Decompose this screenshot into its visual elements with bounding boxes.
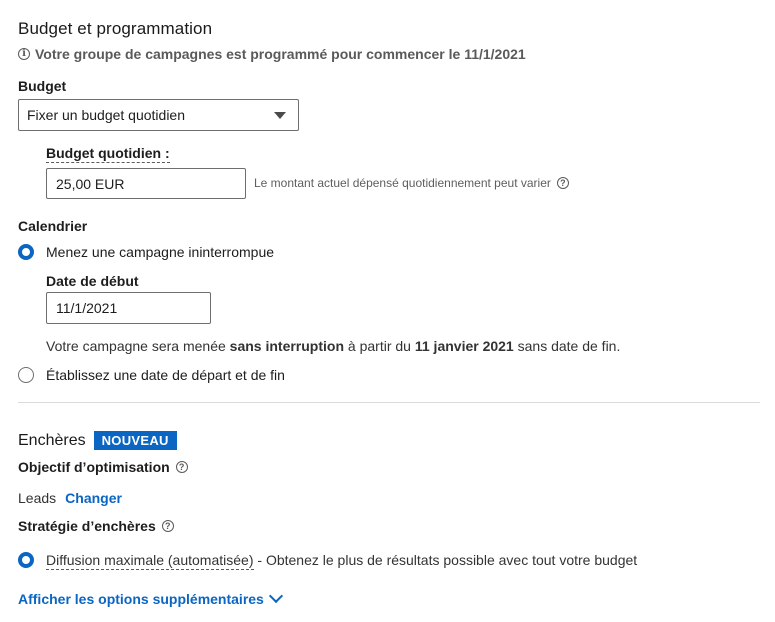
optimization-value: Leads: [18, 490, 57, 506]
start-date-label: Date de début: [46, 273, 139, 289]
optimization-label-row: [18, 459, 188, 475]
radio-max-delivery[interactable]: [18, 552, 34, 568]
help-icon[interactable]: ?: [176, 461, 188, 473]
section-divider: [18, 402, 760, 403]
help-icon[interactable]: ?: [162, 520, 174, 532]
section-title-bidding: Enchères: [18, 431, 86, 449]
strategy-label-row: [18, 518, 174, 534]
daily-budget-hint-text: Le montant actuel dépensé quotidiennement peut varier: [254, 176, 551, 190]
daily-budget-label[interactable]: [46, 145, 170, 161]
new-badge: NOUVEAU: [94, 431, 177, 450]
budget-type-select[interactable]: [18, 99, 299, 131]
strategy-option-row[interactable]: [18, 552, 637, 568]
radio-continuous-label[interactable]: Menez une campagne ininterrompue: [46, 244, 275, 260]
strategy-option-name[interactable]: Diffusion maximale (automatisée): [46, 552, 254, 568]
summary-post: sans date de fin.: [513, 338, 621, 354]
start-date-input-value: 11/1/2021: [56, 300, 118, 316]
strategy-option-desc: - Obtenez le plus de résultats possible avec tout votre budget: [253, 552, 638, 568]
radio-date-range[interactable]: [18, 367, 34, 383]
strategy-option-text[interactable]: [46, 552, 637, 568]
help-icon[interactable]: ?: [557, 177, 569, 189]
campaign-summary: [46, 338, 620, 354]
optimization-label: Objectif d’optimisation: [18, 459, 170, 475]
caret-down-icon: [274, 112, 286, 119]
summary-bold-1: sans interruption: [229, 338, 345, 354]
bidding-header: [18, 431, 177, 450]
daily-budget-label-text[interactable]: Budget quotidien :: [46, 145, 170, 161]
radio-continuous-row[interactable]: [18, 244, 274, 260]
chevron-down-icon: [269, 589, 283, 603]
radio-range-row[interactable]: [18, 367, 285, 383]
daily-budget-input-value: 25,00 EUR: [56, 175, 125, 192]
schedule-info-text: Votre groupe de campagnes est programmé pour commencer le 11/1/2021: [35, 46, 526, 62]
daily-budget-hint: [254, 176, 569, 190]
bid-strategy-label: Stratégie d’enchères: [18, 518, 156, 534]
summary-bold-2: 11 janvier 2021: [414, 338, 514, 354]
more-options-label[interactable]: Afficher les options supplémentaires: [18, 591, 264, 607]
radio-continuous[interactable]: [18, 244, 34, 260]
calendar-label: Calendrier: [18, 218, 88, 234]
change-objective-link[interactable]: Changer: [65, 490, 122, 506]
daily-budget-input[interactable]: [46, 168, 246, 199]
info-icon: i: [18, 48, 30, 60]
optimization-value-row: [18, 490, 122, 506]
section-title-budget: Budget et programmation: [18, 19, 213, 38]
summary-mid: à partir du: [344, 338, 415, 354]
budget-label: Budget: [18, 78, 67, 94]
more-options-link[interactable]: [18, 591, 281, 609]
budget-type-value: Fixer un budget quotidien: [27, 107, 185, 123]
schedule-info: [18, 46, 526, 62]
start-date-input[interactable]: [46, 292, 211, 324]
radio-date-range-label[interactable]: Établissez une date de départ et de fin: [46, 367, 285, 383]
summary-pre: Votre campagne sera menée: [46, 338, 230, 354]
